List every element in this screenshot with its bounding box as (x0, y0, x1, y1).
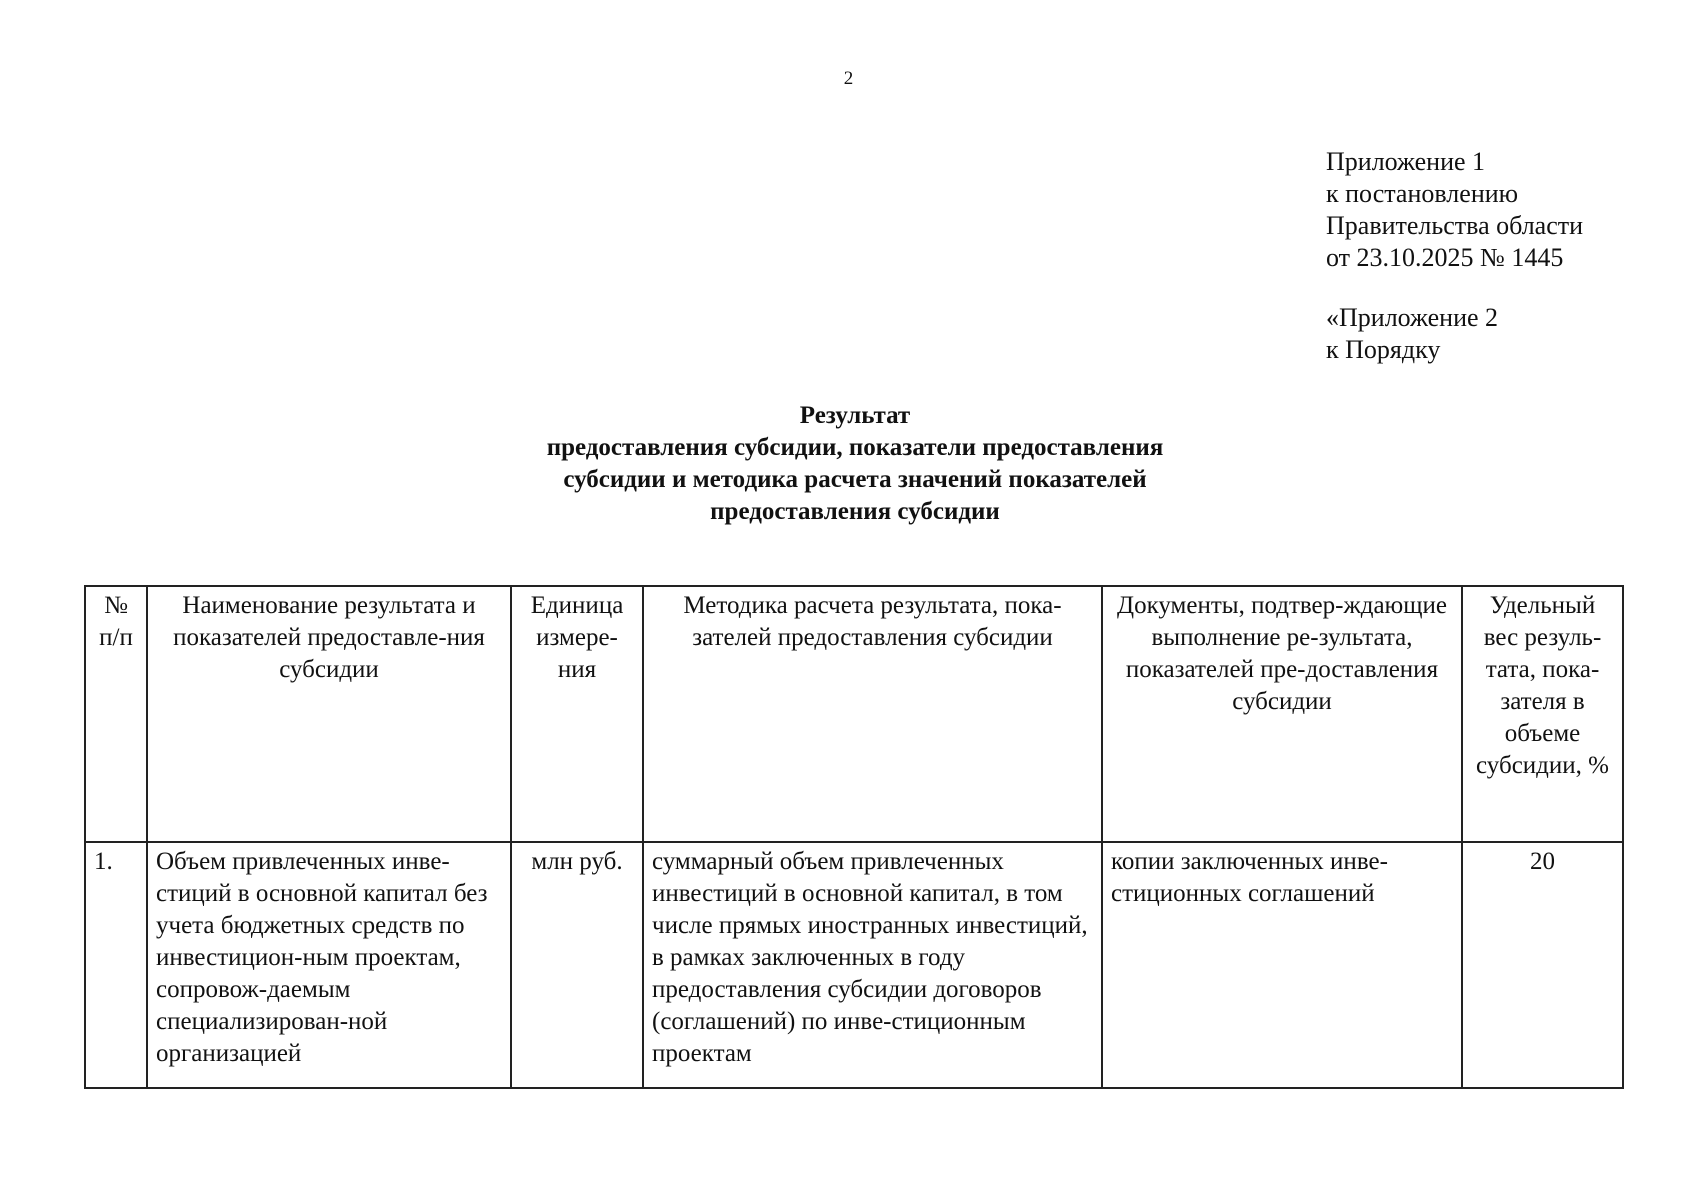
appendix-line: от 23.10.2025 № 1445 (1326, 243, 1564, 272)
appendix-line: Правительства области (1326, 211, 1584, 240)
results-table (84, 585, 1624, 1089)
cell-weight: 20 (1462, 842, 1623, 1088)
header-cell-num: № п/п (85, 586, 147, 842)
header-cell-method: Методика расчета результата, пока-зателей предоставления субсидии (643, 586, 1102, 842)
header-cell-weight: Удельный вес резуль-тата, пока-зателя в объеме субсидии, % (1462, 586, 1623, 842)
appendix-spacer (1326, 274, 1583, 302)
table-row (85, 842, 1623, 1088)
cell-method: суммарный объем привлеченных инвестиций в основной капитал, в том числе прямых иностранных инвестиций, в рамках заключенных в году предоставления субсидии договоров (соглашений) по инве-стиционным проектам (643, 842, 1102, 1088)
appendix-block (1326, 146, 1583, 366)
header-cell-name: Наименование результата и показателей предоставле-ния субсидии (147, 586, 511, 842)
table-header-row (85, 586, 1623, 842)
page-number: 2 (843, 68, 854, 89)
appendix-line: к Порядку (1326, 335, 1441, 364)
title-line: предоставления субсидии (710, 498, 1000, 525)
document-title (0, 400, 1697, 528)
title-line: Результат (799, 402, 911, 429)
cell-documents: копии заключенных инве-стиционных соглашений (1102, 842, 1462, 1088)
cell-unit: млн руб. (511, 842, 643, 1088)
appendix-line: Приложение 1 (1326, 147, 1486, 176)
appendix-line: «Приложение 2 (1326, 303, 1499, 332)
title-line: субсидии и методика расчета значений показателей (563, 466, 1147, 493)
header-cell-documents: Документы, подтвер-ждающие выполнение ре-зультата, показателей пре-доставления субсидии (1102, 586, 1462, 842)
title-line: предоставления субсидии, показатели предоставления (546, 434, 1164, 461)
header-cell-unit: Единица измере-ния (511, 586, 643, 842)
cell-name: Объем привлеченных инве-стиций в основной капитал без учета бюджетных средств по инвестицион-ным проектам, сопровож-даемым специализирован-ной организацией (147, 842, 511, 1088)
cell-num: 1. (85, 842, 147, 1088)
appendix-line: к постановлению (1326, 179, 1519, 208)
